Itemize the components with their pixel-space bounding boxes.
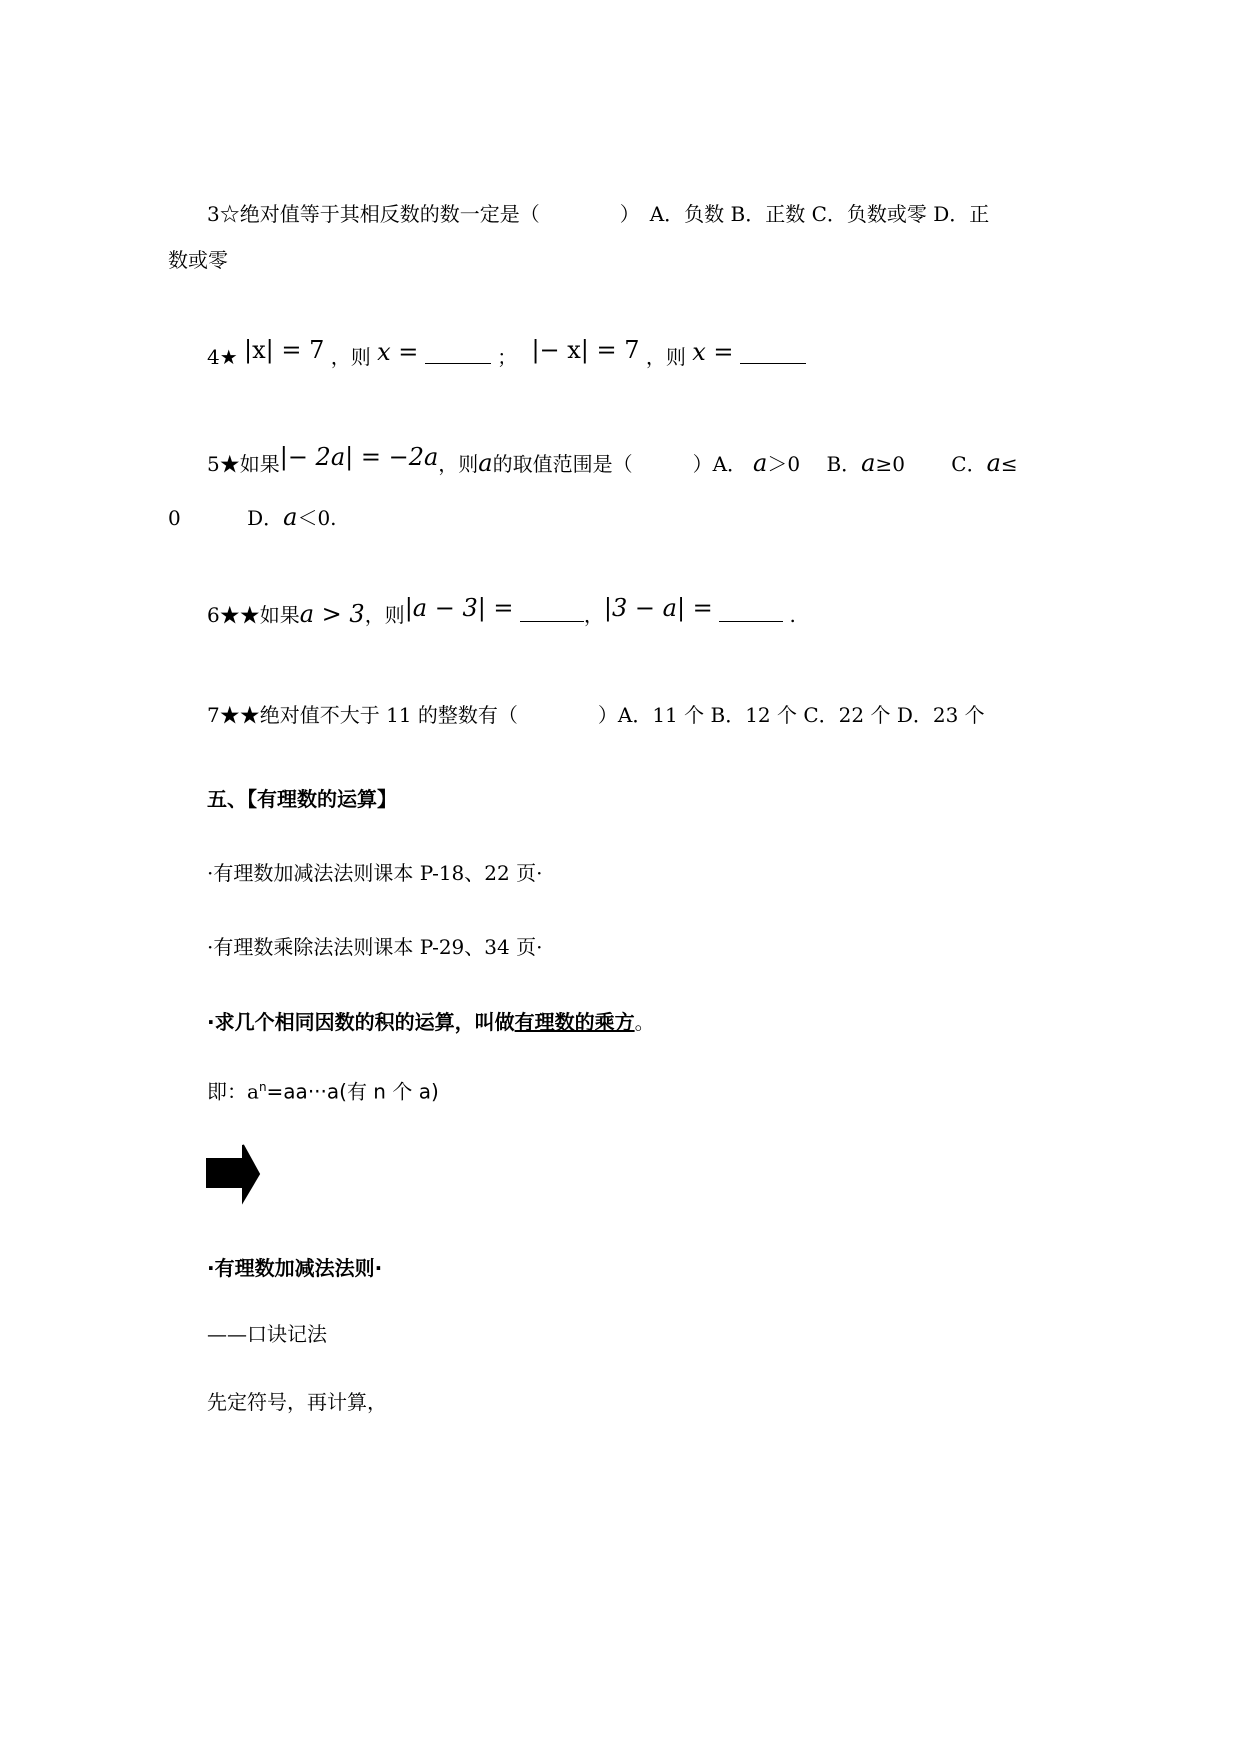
mnemonic-label: ——口诀记法 [207,1322,327,1346]
question-6: 6★★如果a > 3，则|a − 3| = ，|3 − a| = . [207,594,796,628]
question-3-text: 3☆绝对值等于其相反数的数一定是（ ） A．负数 B．正数 C．负数或零 D．正 [207,202,990,226]
question-5-continued: 0 D．a＜0. [168,503,337,531]
question-3 [207,200,989,228]
right-arrow-icon [205,1143,261,1205]
math-abs-a-minus-3: |a − 3| = [404,594,514,622]
rule-add-subtract: ·有理数加减法法则课本 P-18、22 页· [207,861,543,885]
power-term: 有理数的乘方 [514,1010,635,1034]
question-3-continued: 数或零 [168,248,228,272]
question-5: 5★如果|− 2a| = −2a，则a的取值范围是（ ）A． a＞0 B．a≥0 C．a≤ [207,443,1018,477]
power-formula: 即：$a^n=aa\cdot\cdot\cdot a$(有 n 个 a) [207,1079,439,1104]
answer-blank-4[interactable] [719,617,783,622]
question-6-number: 6★★如果 [207,603,300,627]
question-7-text: 7★★绝对值不大于 11 的整数有（ ）A．11 个 B．12 个 C．22 个 D．23 个 [207,703,985,727]
first-sign-text: 先定符号，再计算， [207,1390,387,1414]
answer-blank-3[interactable] [520,617,584,622]
math-x-eq: x = [377,338,419,366]
rule-add-subtract-bold: ·有理数加减法法则· [207,1256,383,1280]
power-definition: ·求几个相同因数的积的运算，叫做有理数的乘方。 [207,1010,655,1034]
question-5-number: 5★如果 [207,452,280,476]
question-7 [207,701,985,729]
math-x-eq-2: x = [692,338,734,366]
section-heading: 五、【有理数的运算】 [207,787,397,811]
math-abs-negx: |− x| = 7 [531,336,640,364]
math-a-gt-3: a > 3 [299,600,365,628]
answer-blank-2[interactable] [740,359,806,364]
question-4-number: 4★ [207,345,238,369]
answer-blank-1[interactable] [425,359,491,364]
question-4: 4★ |x| = 7 ，则 x = ； |− x| = 7 ，则 x = [207,342,806,371]
math-abs-3-minus-a: |3 − a| = [603,594,713,622]
rule-multiply-divide: ·有理数乘除法法则课本 P-29、34 页· [207,935,543,959]
math-abs-x: |x| = 7 [244,336,325,364]
math-abs-neg2a: |− 2a| = −2a [279,443,439,471]
